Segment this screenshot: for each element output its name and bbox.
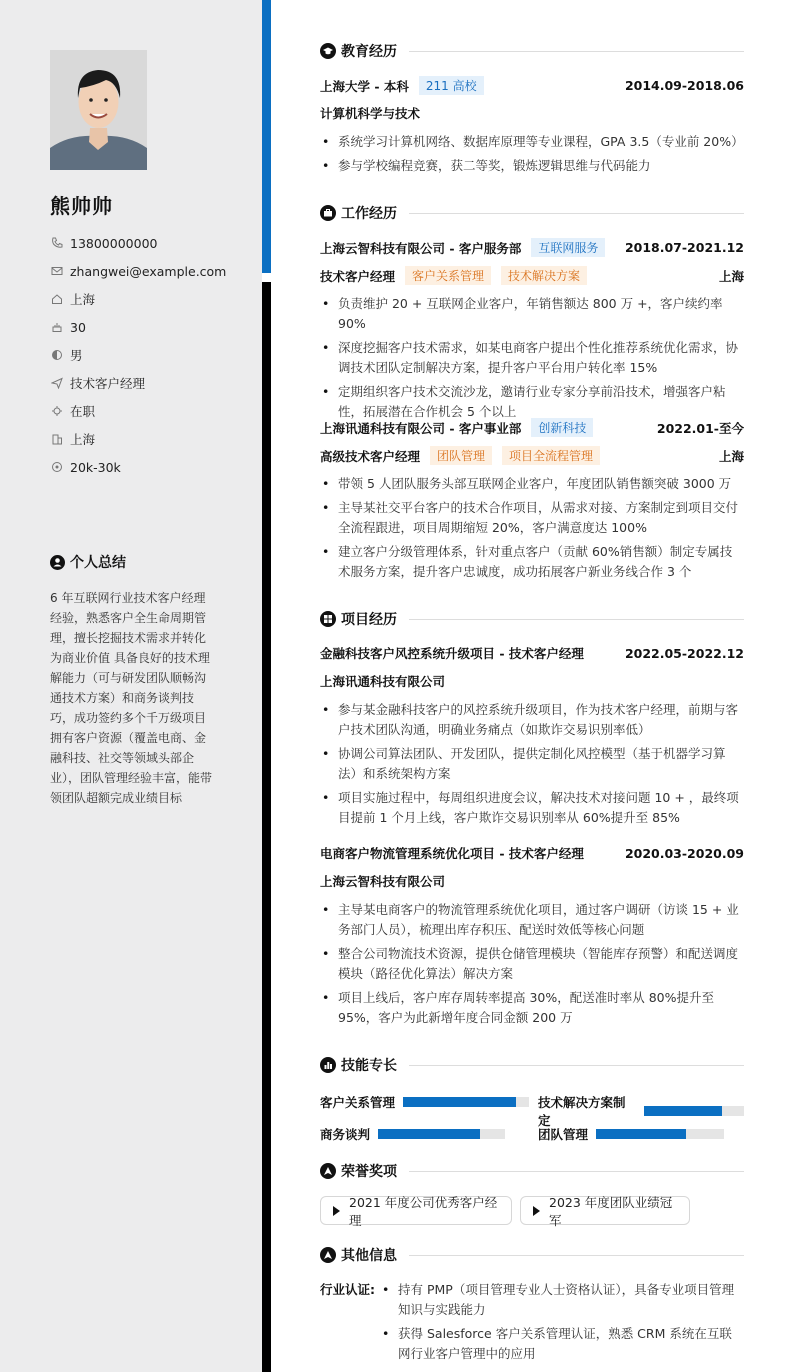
award-icon xyxy=(320,1163,336,1179)
skill-name: 客户关系管理 xyxy=(320,1095,396,1110)
info-email xyxy=(50,257,250,285)
skill-item xyxy=(538,1093,744,1129)
project-header xyxy=(320,644,744,662)
gender-text: 男 xyxy=(70,348,83,363)
project-company-row xyxy=(320,872,744,890)
education-title: 教育经历 xyxy=(341,44,397,60)
divider xyxy=(409,213,744,214)
job-bullets xyxy=(320,474,744,586)
work-heading xyxy=(320,203,744,223)
project-date: 2022.05-2022.12 xyxy=(624,645,744,661)
info-icon xyxy=(320,1247,336,1263)
other-heading xyxy=(320,1245,744,1265)
dark-bar xyxy=(262,282,271,1372)
award-item[interactable] xyxy=(520,1194,690,1228)
education-bullets xyxy=(320,132,744,180)
job-city: 上海 xyxy=(718,448,744,464)
salary-text: 20k-30k xyxy=(70,459,121,475)
job-date: 2018.07-2021.12 xyxy=(624,240,744,255)
salary-icon xyxy=(50,460,64,474)
list-item: • 主导某社交平台客户的技术合作项目，从需求对接、方案制定到项目交付全流程跟进，项目周期缩短 20%，客户满意度达 100% xyxy=(320,498,744,538)
phone-text: 13800000000 xyxy=(70,235,158,251)
other-title: 其他信息 xyxy=(341,1248,397,1264)
phone-icon xyxy=(50,236,64,250)
skill-tag: 客户关系管理 xyxy=(405,266,491,285)
project-name: 电商客户物流管理系统优化项目 - 技术客户经理 xyxy=(320,846,584,861)
school-tag: 211 高校 xyxy=(419,76,484,95)
bar-chart-icon xyxy=(320,1057,336,1073)
education-major-row xyxy=(320,104,744,122)
certification-label: 行业认证: xyxy=(320,1282,375,1297)
home-icon xyxy=(50,292,64,306)
skill-item xyxy=(320,1093,529,1111)
job-date: 2022.01-至今 xyxy=(656,420,744,436)
job-city: 上海 xyxy=(718,268,744,284)
skill-bar xyxy=(644,1106,744,1116)
skill-bar xyxy=(403,1097,529,1107)
honors-title: 荣誉奖项 xyxy=(341,1164,397,1180)
skills-heading xyxy=(320,1055,744,1075)
project-date: 2020.03-2020.09 xyxy=(624,845,744,861)
award-text: 2023 年度团队业绩冠军 xyxy=(549,1194,673,1228)
list-item: • 建立客户分级管理体系，针对重点客户（贡献 60%销售额）制定专属技术服务方案，提升客户忠诚度，成功拓展客户新业务线合作 3 个 xyxy=(320,542,744,582)
cake-icon xyxy=(50,320,64,334)
job-tag: 互联网服务 xyxy=(531,238,605,257)
projects-heading xyxy=(320,609,744,629)
list-item: • 参与某金融科技客户的风控系统升级项目，作为技术客户经理，前期与客户技术团队沟通，明确业务痛点（如欺诈交易识别率低） xyxy=(320,700,744,740)
certification-list xyxy=(380,1280,744,1368)
list-item: • 整合公司物流技术资源，提供仓储管理模块（智能库存预警）和配送调度模块（路径优化算法）解决方案 xyxy=(320,944,744,984)
send-icon xyxy=(50,376,64,390)
summary-title: 个人总结 xyxy=(70,555,126,571)
avatar xyxy=(50,50,147,170)
grid-icon xyxy=(320,611,336,627)
info-phone xyxy=(50,229,250,257)
gender-icon xyxy=(50,348,64,362)
education-header xyxy=(320,76,744,95)
skill-bar-fill xyxy=(378,1129,480,1139)
honors-heading xyxy=(320,1161,744,1181)
info-gender xyxy=(50,341,250,369)
play-icon xyxy=(333,1206,340,1216)
award-text: 2021 年度公司优秀客户经理 xyxy=(349,1194,498,1228)
info-city xyxy=(50,425,250,453)
job-role-row xyxy=(320,266,744,285)
work-title: 工作经历 xyxy=(341,206,397,222)
skill-item xyxy=(320,1125,505,1143)
play-icon xyxy=(533,1206,540,1216)
divider xyxy=(409,619,744,620)
summary-heading xyxy=(50,552,126,572)
skill-name: 技术解决方案制定 xyxy=(538,1095,626,1128)
school-name: 上海大学 - 本科 xyxy=(320,78,409,94)
bar-gap xyxy=(262,273,271,282)
info-location xyxy=(50,285,250,313)
status-icon xyxy=(50,404,64,418)
skill-bar-fill xyxy=(403,1097,516,1107)
skill-bar xyxy=(378,1129,505,1139)
job-header xyxy=(320,418,744,437)
job-position: 高级技术客户经理 xyxy=(320,448,421,464)
accent-bar xyxy=(262,0,271,273)
list-item: • 主导某电商客户的物流管理系统优化项目，通过客户调研（访谈 15 + 业务部门人员），梳理出库存积压、配送时效低等核心问题 xyxy=(320,900,744,940)
briefcase-icon xyxy=(320,205,336,221)
list-item: • 定期组织客户技术交流沙龙，邀请行业专家分享前沿技术，增强客户粘性，拓展潜在合作机会 5 个以上 xyxy=(320,382,744,422)
project-company-row xyxy=(320,672,744,690)
project-company: 上海讯通科技有限公司 xyxy=(320,674,446,689)
candidate-name: 熊帅帅 xyxy=(50,194,113,218)
age-text: 30 xyxy=(70,319,86,335)
list-item: • 获得 Salesforce 客户关系管理认证，熟悉 CRM 系统在互联网行业客户管理中的应用 xyxy=(380,1324,744,1364)
location-text: 上海 xyxy=(70,292,96,307)
list-item: • 系统学习计算机网络、数据库原理等专业课程，GPA 3.5（专业前 20%） xyxy=(320,132,744,152)
project-header xyxy=(320,844,744,862)
email-text: zhangwei@example.com xyxy=(70,263,227,279)
info-position xyxy=(50,369,250,397)
skill-bar xyxy=(596,1129,724,1139)
job-tag: 创新科技 xyxy=(531,418,593,437)
info-status xyxy=(50,397,250,425)
info-salary xyxy=(50,453,250,481)
list-item: • 深度挖掘客户技术需求，如某电商客户提出个性化推荐系统优化需求，协调技术团队定制解决方案，提升客户平台用户转化率 15% xyxy=(320,338,744,378)
list-item: • 负责维护 20 + 互联网企业客户，年销售额达 800 万 +，客户续约率 90% xyxy=(320,294,744,334)
job-company: 上海云智科技有限公司 - 客户服务部 xyxy=(320,240,522,256)
city-text: 上海 xyxy=(70,432,96,447)
skills-title: 技能专长 xyxy=(341,1058,397,1074)
list-item: • 协调公司算法团队、开发团队，提供定制化风控模型（基于机器学习算法）和系统架构方案 xyxy=(320,744,744,784)
skill-bar-fill xyxy=(644,1106,722,1116)
education-date: 2014.09-2018.06 xyxy=(624,78,744,93)
graduation-cap-icon xyxy=(320,43,336,59)
user-icon xyxy=(50,555,65,570)
education-heading xyxy=(320,41,744,61)
project-bullets xyxy=(320,700,744,832)
major: 计算机科学与技术 xyxy=(320,106,421,121)
skill-tag: 项目全流程管理 xyxy=(502,446,600,465)
list-item: • 带领 5 人团队服务头部互联网企业客户，年度团队销售额突破 3000 万 xyxy=(320,474,744,494)
job-header xyxy=(320,238,744,257)
award-item[interactable] xyxy=(320,1194,512,1228)
mail-icon xyxy=(50,264,64,278)
list-item: • 持有 PMP（项目管理专业人士资格认证），具备专业项目管理知识与实践能力 xyxy=(380,1280,744,1320)
skill-tag: 技术解决方案 xyxy=(501,266,587,285)
job-position: 技术客户经理 xyxy=(320,268,396,284)
info-age xyxy=(50,313,250,341)
job-role-row xyxy=(320,446,744,465)
skill-name: 团队管理 xyxy=(538,1127,589,1142)
skill-item xyxy=(538,1125,724,1143)
list-item: • 项目实施过程中，每周组织进度会议，解决技术对接问题 10 + ，最终项目提前 1 个月上线，客户欺诈交易识别率从 60%提升至 85% xyxy=(320,788,744,828)
status-text: 在职 xyxy=(70,404,96,419)
divider xyxy=(409,1255,744,1256)
job-bullets xyxy=(320,294,744,426)
building-icon xyxy=(50,432,64,446)
divider xyxy=(409,1065,744,1066)
position-text: 技术客户经理 xyxy=(70,376,146,391)
skill-tag: 团队管理 xyxy=(430,446,492,465)
list-item: • 项目上线后，客户库存周转率提高 30%，配送准时率从 80%提升至 95%，客户为此新增年度合同金额 200 万 xyxy=(320,988,744,1028)
job-company: 上海讯通科技有限公司 - 客户事业部 xyxy=(320,420,522,436)
projects-title: 项目经历 xyxy=(341,612,397,628)
project-name: 金融科技客户风控系统升级项目 - 技术客户经理 xyxy=(320,646,584,661)
summary-text: 6 年互联网行业技术客户经理经验，熟悉客户全生命周期管理，擅长挖掘技术需求并转化为商业价值 具备良好的技术理解能力（可与研发团队顺畅沟通技术方案）和商务谈判技巧，成功签约多个千万级项目 拥有客户资源（覆盖电商、金融科技、社交等领域头部企业），团队管理经验丰富，能带领团队超额完成业绩目标 xyxy=(50,591,213,805)
skill-name: 商务谈判 xyxy=(320,1127,371,1142)
divider xyxy=(409,51,744,52)
project-company: 上海云智科技有限公司 xyxy=(320,874,446,889)
skill-bar-fill xyxy=(596,1129,686,1139)
contact-info xyxy=(50,229,250,481)
project-bullets xyxy=(320,900,744,1032)
divider xyxy=(409,1171,744,1172)
list-item: • 参与学校编程竞赛，获二等奖，锻炼逻辑思维与代码能力 xyxy=(320,156,744,176)
